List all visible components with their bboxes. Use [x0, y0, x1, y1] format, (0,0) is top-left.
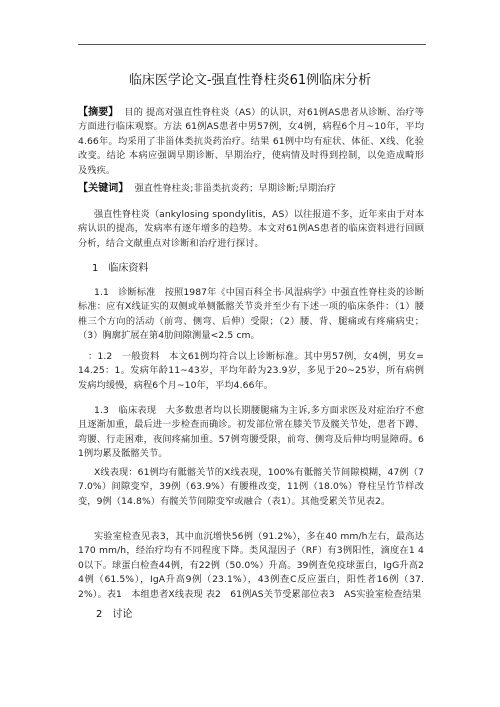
- section-2-heading: 2 讨论: [96, 609, 133, 620]
- paragraph-1-1: 1.1 诊断标准 按照1987年《中国百科全书·风湿病学》中强直性脊柱炎的诊断标准：应有X线证实的双侧或单侧骶髂关节炎并至少有下述一项的临床条件：（1）腰椎三个方向的活动（前弯、侧弯、后伸）受限；（2）腰、背、腿痛或有疼痛病史；（3）胸廓扩展在第4肋间隙测量<2.5 cm。: [78, 287, 424, 342]
- abstract-text: 目的 提高对强直性脊柱炎（AS）的认识，对61例AS患者从诊断、治疗等方面进行临床观察。方法 61例AS患者中男57例，女4例，病程6个月~10年，平均4.66年。均采用了非甾体类抗炎药治疗。结果 61例中均有症状、体征、X线、化验改变。结论 本病应强调早期诊断、早期治疗，使病情及时得到控制，以免造成畸形及残疾。: [78, 107, 424, 176]
- abstract-label: 【摘要】: [78, 107, 119, 118]
- intro-paragraph: 强直性脊柱炎（ankylosing spondylitis，AS）以往报道不多，近年来由于对本病认识的提高，发病率有逐年增多的趋势。本文对61例AS患者的临床资料进行回顾分析，结合文献重点对诊断和治疗进行探讨。: [78, 209, 424, 249]
- paragraph-1-3: 1.3 临床表现 大多数患者均以长期腰腿痛为主诉,多方面求医及对症治疗不愈且逐渐加重，最后进一步检查而确诊。初发部位常在膝关节及髋关节处，患者下蹲、弯腰、行走困难，夜间疼痛加重。57例弯腰受限，前弯、侧弯及后伸均明显障碍。61例均累及骶髂关节。: [78, 405, 424, 460]
- abstract-paragraph: [78, 106, 424, 178]
- document-title: 临床医学论文-强直性脊柱炎61例临床分析: [128, 73, 372, 88]
- keywords-paragraph: [78, 182, 424, 196]
- keywords-label: 【关键词】: [78, 183, 129, 194]
- header-rule: [78, 44, 426, 45]
- paragraph-xray: X线表现：61例均有骶髂关节的X线表现，100%有骶髂关节间隙模糊，47例（77.0%）间隙变窄，39例（63.9%）有腰椎改变，11例（18.0%）脊柱呈竹节样改变，9例（14.8%）有髋关节间隙变窄或融合（表1）。其他受累关节见表2。: [78, 467, 424, 507]
- paragraph-1-2: ：1.2 一般资料 本文61例均符合以上诊断标准。其中男57例，女4例，男女=14.25：1。发病年龄11~43岁，平均年龄为23.9岁，多见于20~25岁，所有病例发病均缓慢，病程6个月~10年，平均4.66年。: [78, 351, 424, 391]
- section-1-heading: 1 临床资料: [92, 263, 149, 274]
- paragraph-lab: 实验室检查见表3，其中血沉增快56例（91.2%），多在40 mm/h左右，最高达170 mm/h，经治疗均有不同程度下降。类风湿因子（RF）有3例阳性，滴度在1 40以下。球蛋白检查44例，有22例（50.0%）升高。39例查免疫球蛋白，IgG升高24例（61.5%），IgA升高9例（23.1%），43例查C反应蛋白，阳性者16例（37.2%）。表1 本组患者X线表现 表2 61例AS关节受累部位表3 AS实验室检查结果: [78, 531, 424, 600]
- keywords-text: 强直性脊柱炎;非甾类抗炎药；早期诊断;早期治疗: [134, 183, 336, 194]
